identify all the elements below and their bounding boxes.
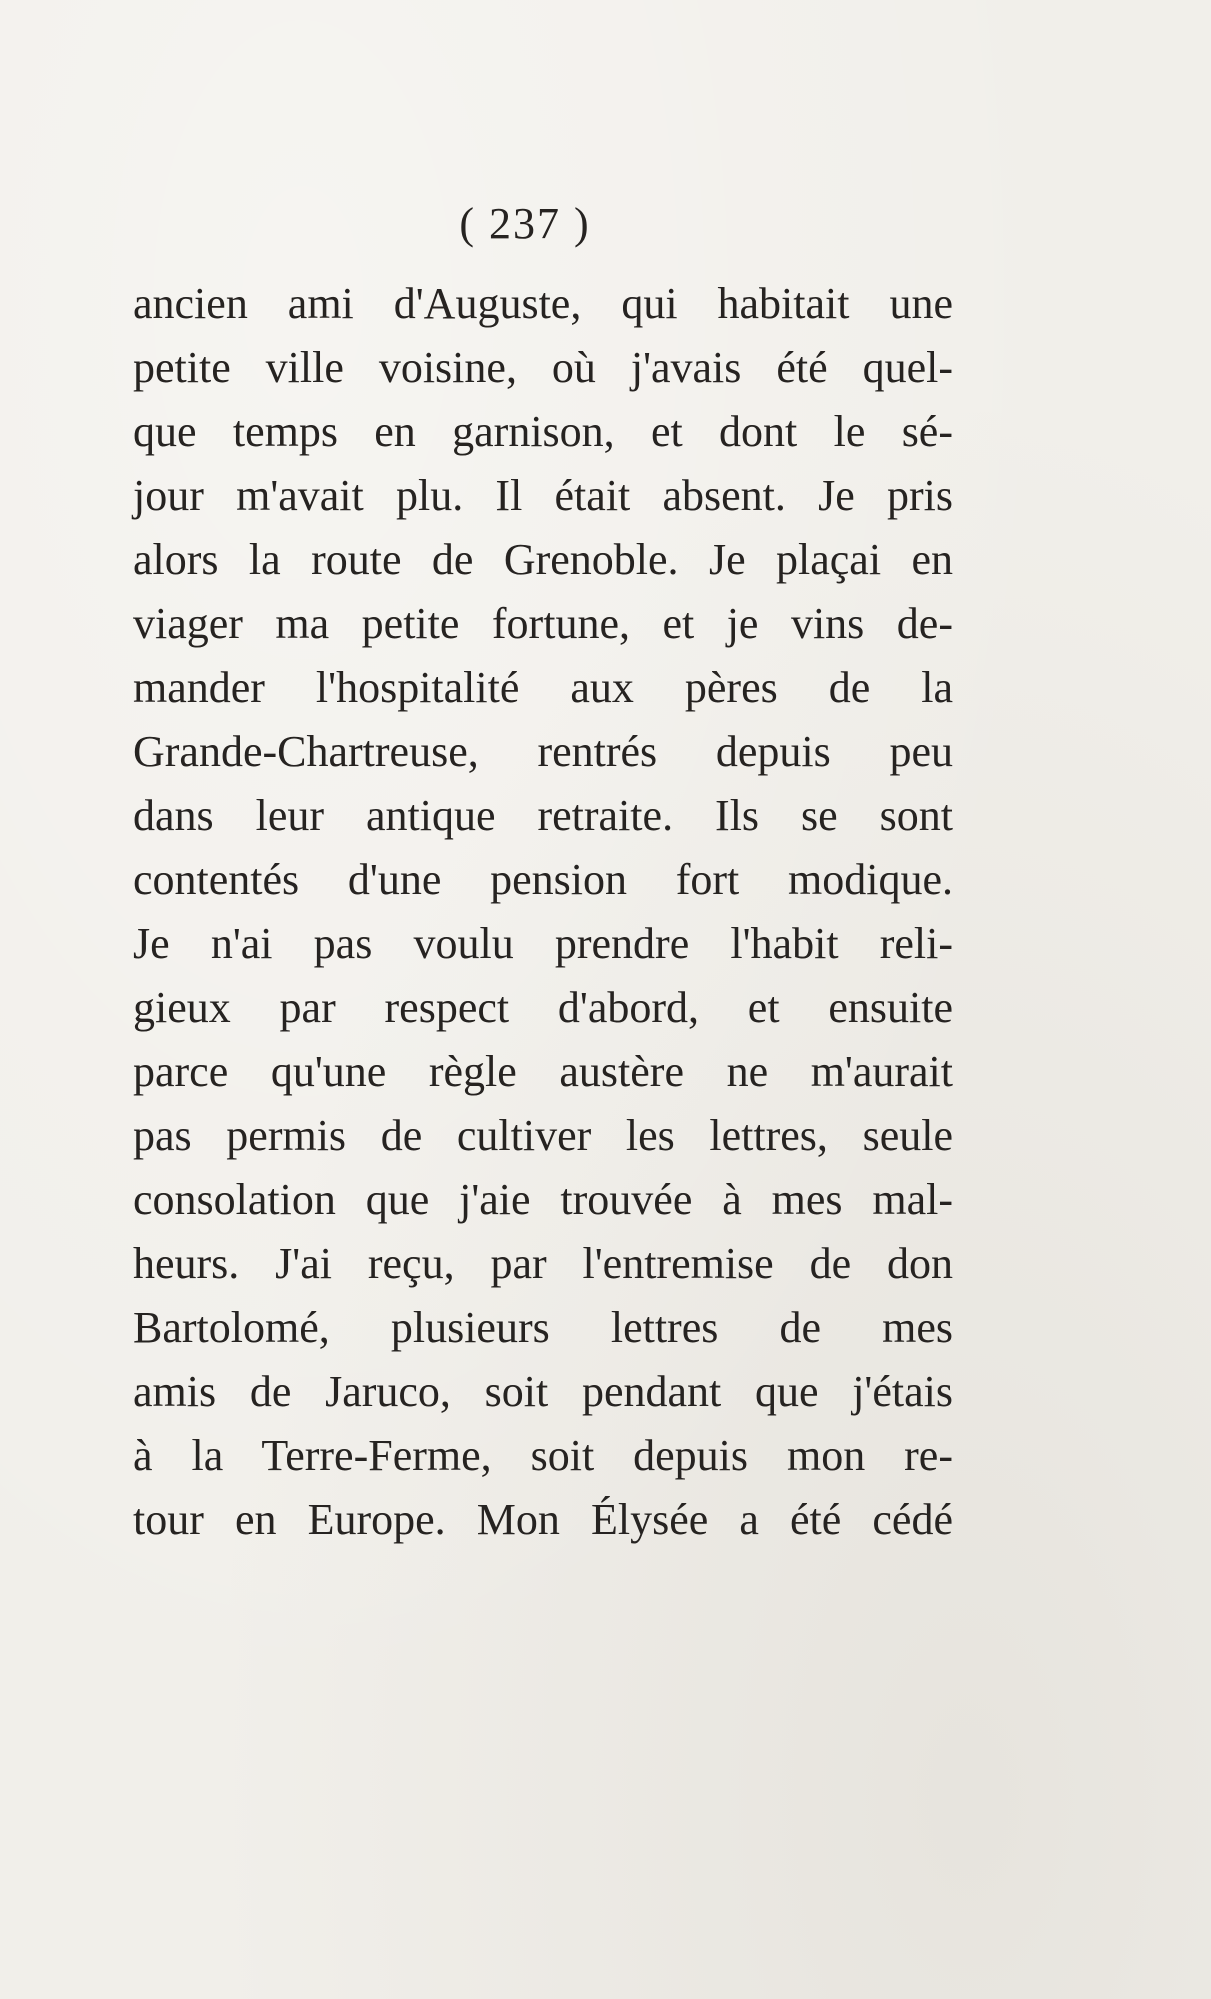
body-text — [133, 272, 953, 1552]
text-line: contentés d'une pension fort modique. — [133, 855, 953, 904]
text-line: à la Terre-Ferme, soit depuis mon re- — [133, 1431, 953, 1480]
text-line: petite ville voisine, où j'avais été quel- — [133, 343, 953, 392]
text-line: consolation que j'aie trouvée à mes mal- — [133, 1175, 953, 1224]
text-line: pas permis de cultiver les lettres, seule — [133, 1111, 953, 1160]
text-line: heurs. J'ai reçu, par l'entremise de don — [133, 1239, 953, 1288]
text-line: Je n'ai pas voulu prendre l'habit reli- — [133, 919, 953, 968]
text-line: ancien ami d'Auguste, qui habitait une — [133, 279, 953, 328]
text-line: tour en Europe. Mon Élysée a été cédé — [133, 1495, 953, 1544]
text-line: jour m'avait plu. Il était absent. Je pris — [133, 471, 953, 520]
text-line: que temps en garnison, et dont le sé- — [133, 407, 953, 456]
text-line: amis de Jaruco, soit pendant que j'étais — [133, 1367, 953, 1416]
text-line: viager ma petite fortune, et je vins de- — [133, 599, 953, 648]
text-line: Grande-Chartreuse, rentrés depuis peu — [133, 727, 953, 776]
text-line: dans leur antique retraite. Ils se sont — [133, 791, 953, 840]
text-line: parce qu'une règle austère ne m'aurait — [133, 1047, 953, 1096]
text-line: gieux par respect d'abord, et ensuite — [133, 983, 953, 1032]
text-line: Bartolomé, plusieurs lettres de mes — [133, 1303, 953, 1352]
text-line: mander l'hospitalité aux pères de la — [133, 663, 953, 712]
page-number: ( 237 ) — [459, 199, 591, 248]
text-line: alors la route de Grenoble. Je plaçai en — [133, 535, 953, 584]
